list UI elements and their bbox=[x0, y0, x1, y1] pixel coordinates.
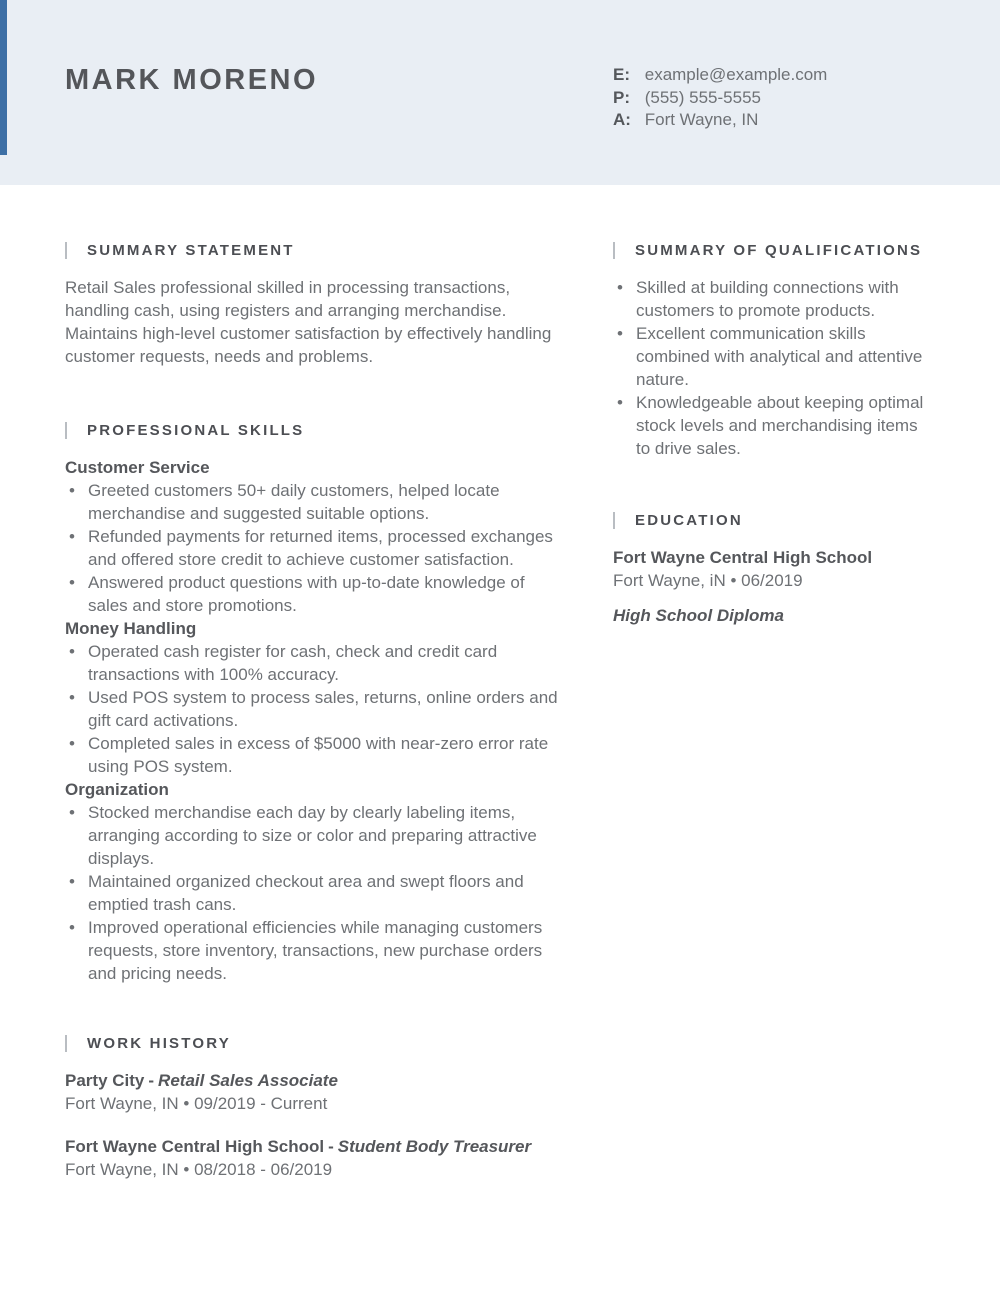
bullet-text: Answered product questions with up-to-date knowledge of sales and store promotions. bbox=[88, 573, 525, 615]
list-item bbox=[613, 391, 925, 460]
bullet-text: Improved operational efficiencies while managing customers requests, store inventory, transactions, new purchase orders and pricing needs. bbox=[88, 918, 543, 983]
heading-text: PROFESSIONAL SKILLS bbox=[87, 421, 305, 439]
qualifications-list bbox=[613, 276, 925, 460]
bullet-marker: • bbox=[69, 734, 75, 753]
address-label: A: bbox=[613, 110, 631, 129]
heading-rule bbox=[65, 1035, 67, 1052]
bullet-text: Operated cash register for cash, check and credit card transactions with 100% accuracy. bbox=[88, 642, 498, 684]
skill-group-list bbox=[65, 640, 565, 778]
skill-group-list bbox=[65, 479, 565, 617]
bullet-text: Excellent communication skills combined with analytical and attentive nature. bbox=[636, 324, 923, 389]
bullet-marker: • bbox=[69, 481, 75, 500]
left-column bbox=[65, 240, 565, 1181]
candidate-name: MARK MORENO bbox=[65, 64, 319, 96]
bullet-marker: • bbox=[617, 393, 623, 412]
content-columns bbox=[65, 240, 925, 1181]
right-column bbox=[613, 240, 925, 1181]
section-work-history bbox=[65, 1033, 565, 1181]
professional-skills-heading bbox=[65, 420, 565, 440]
bullet-marker: • bbox=[617, 278, 623, 297]
phone-value: (555) 555-5555 bbox=[644, 87, 761, 107]
employer-name: Fort Wayne Central High School bbox=[65, 1137, 325, 1156]
work-entry-meta: Fort Wayne, IN • 09/2019 - Current bbox=[65, 1094, 328, 1113]
work-entry-title bbox=[65, 1135, 565, 1158]
heading-text: WORK HISTORY bbox=[87, 1034, 231, 1052]
school-name: Fort Wayne Central High School bbox=[613, 548, 873, 567]
list-item bbox=[65, 525, 565, 571]
accent-bar bbox=[0, 0, 7, 155]
bullet-text: Used POS system to process sales, returns, online orders and gift card activations. bbox=[88, 688, 558, 730]
bullet-marker: • bbox=[69, 573, 75, 592]
heading-text: SUMMARY OF QUALIFICATIONS bbox=[635, 241, 923, 259]
summary-paragraph: Retail Sales professional skilled in processing transactions, handling cash, using registers and arranging merchandise. Maintains high-level customer satisfaction by effectively handling customer requests, needs and problems. bbox=[65, 278, 552, 366]
work-history-heading bbox=[65, 1033, 565, 1053]
education-heading bbox=[613, 510, 925, 530]
title-separator: - bbox=[148, 1071, 155, 1090]
phone-label: P: bbox=[613, 87, 630, 107]
list-item bbox=[65, 686, 565, 732]
education-body bbox=[613, 546, 925, 627]
contact-phone-row bbox=[613, 87, 827, 110]
bullet-text: Greeted customers 50+ daily customers, helped locate merchandise and suggested suitable options. bbox=[88, 481, 500, 523]
education-meta: Fort Wayne, iN • 06/2019 bbox=[613, 571, 803, 590]
skills-body bbox=[65, 456, 565, 985]
heading-rule bbox=[613, 242, 615, 259]
contact-email-row bbox=[613, 64, 827, 87]
list-item bbox=[65, 640, 565, 686]
work-entry-meta: Fort Wayne, IN • 08/2018 - 06/2019 bbox=[65, 1160, 333, 1179]
bullet-text: Completed sales in excess of $5000 with near-zero error rate using POS system. bbox=[88, 734, 549, 776]
list-item bbox=[65, 479, 565, 525]
email-value: example@example.com bbox=[644, 65, 828, 84]
list-item bbox=[65, 916, 565, 985]
bullet-text: Refunded payments for returned items, processed exchanges and offered store credit to achieve customer satisfaction. bbox=[88, 527, 553, 569]
skill-group-title: Organization bbox=[65, 780, 169, 799]
contact-block bbox=[613, 64, 827, 132]
section-summary-of-qualifications bbox=[613, 240, 925, 460]
page-header bbox=[0, 0, 1000, 185]
bullet-text: Maintained organized checkout area and swept floors and emptied trash cans. bbox=[88, 872, 524, 914]
section-summary-statement bbox=[65, 240, 565, 368]
heading-rule bbox=[65, 422, 67, 439]
list-item bbox=[65, 732, 565, 778]
work-entry-title bbox=[65, 1069, 565, 1092]
bullet-marker: • bbox=[69, 527, 75, 546]
bullet-marker: • bbox=[617, 324, 623, 343]
heading-text: SUMMARY STATEMENT bbox=[87, 241, 295, 259]
heading-rule bbox=[65, 242, 67, 259]
skill-group-title: Money Handling bbox=[65, 619, 197, 638]
title-separator: - bbox=[328, 1137, 334, 1156]
work-entry bbox=[65, 1135, 565, 1181]
email-label: E: bbox=[613, 65, 630, 84]
list-item bbox=[65, 870, 565, 916]
qualifications-heading bbox=[613, 240, 925, 260]
heading-text: EDUCATION bbox=[635, 511, 743, 529]
list-item bbox=[65, 571, 565, 617]
heading-rule bbox=[613, 512, 615, 529]
skill-group-list bbox=[65, 801, 565, 985]
bullet-marker: • bbox=[69, 688, 75, 707]
bullet-text: Knowledgeable about keeping optimal stock levels and merchandising items to drive sales. bbox=[636, 393, 924, 458]
bullet-marker: • bbox=[69, 803, 75, 822]
job-title: Student Body Treasurer bbox=[337, 1137, 532, 1156]
employer-name: Party City bbox=[65, 1071, 145, 1090]
bullet-marker: • bbox=[69, 918, 75, 937]
list-item bbox=[613, 322, 925, 391]
work-entry bbox=[65, 1069, 565, 1115]
job-title: Retail Sales Associate bbox=[158, 1071, 338, 1090]
list-item bbox=[613, 276, 925, 322]
address-value: Fort Wayne, IN bbox=[644, 110, 759, 129]
contact-address-row bbox=[613, 109, 827, 132]
bullet-text: Skilled at building connections with customers to promote products. bbox=[636, 278, 899, 320]
list-item bbox=[65, 801, 565, 870]
degree-name: High School Diploma bbox=[613, 606, 784, 625]
bullet-marker: • bbox=[69, 872, 75, 891]
section-education bbox=[613, 510, 925, 627]
bullet-marker: • bbox=[69, 642, 75, 661]
section-professional-skills bbox=[65, 420, 565, 985]
summary-statement-heading bbox=[65, 240, 565, 260]
bullet-text: Stocked merchandise each day by clearly labeling items, arranging according to size or color and preparing attractive displays. bbox=[88, 803, 537, 868]
skill-group-title: Customer Service bbox=[65, 458, 210, 477]
